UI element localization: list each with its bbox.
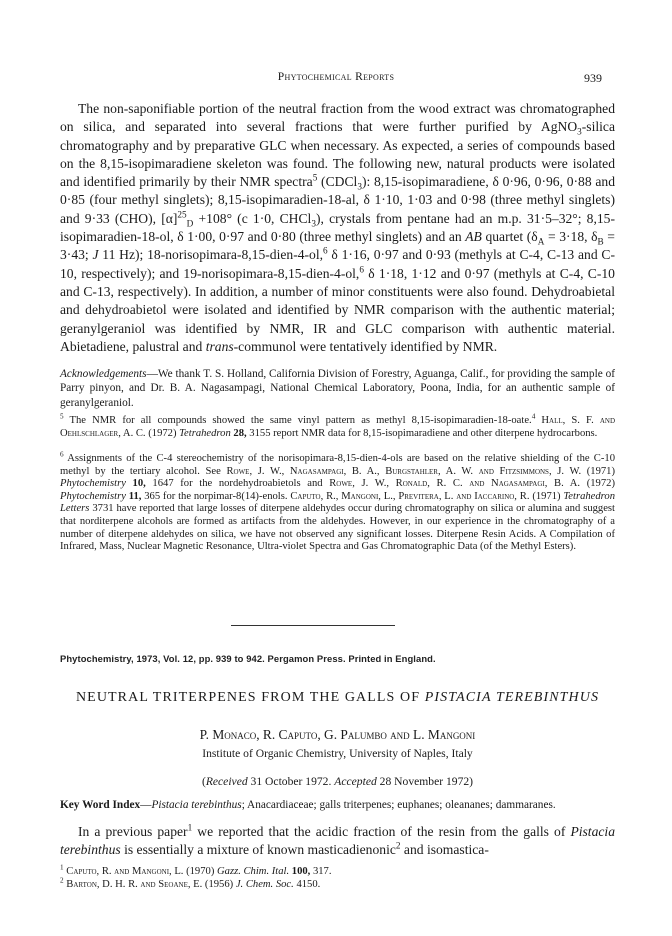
key-word-index: Key Word Index—Pistacia terebinthus; Anacardiaceae; galls triterpenes; euphanes; oleananes; dammaranes. — [60, 799, 556, 811]
references — [60, 863, 615, 891]
received-dates: (Received 31 October 1972. Accepted 28 November 1972) — [201, 775, 474, 788]
acknowledgements-label: Acknowledgements — [60, 368, 147, 380]
body-paragraph-1: The non-saponifiable portion of the neutral fraction from the wood extract was chromatographed on silica, and separated into several fractions that were further purified by AgNO$_3$-silica chromatography and by preparative GLC when necessary. As expected, a series of compounds based on the 8,15-isopimaradiene skeleton was found. The following new, natural products were isolated and identified primarily by their NMR spectra$^5$ (CDCl$_3$): 8,15-isopimaradiene, δ 0·96, 0·96, 0·88 and 0·85 (four methyl singlets); 8,15-isopimaradien-18-al, δ 1·10, 1·03 and 0·98 (three methyl singlets) and 9·33 (CHO), $[\alpha]^{25}_D +108^\circ$ (c 1·0, CHCl$_3$), crystals from pentane had an m.p. 31·5–32°; 8,15-isopimaradien-18-ol, δ 1·00, 0·97 and 0·80 (three methyl singlets) and an AB quartet ($\delta_A = 3\cdot 18$, $\delta_B = 3\cdot 43$; J 11 Hz); 18-norisopimara-8,15-dien-4-ol,$^6$ δ 1·16, 0·97 and 0·93 (methyls at C-4, C-13 and C-10, respectively); and 19-norisopimara-8,15-dien-4-ol,$^6$ δ 1·18, 1·12 and 0·97 (methyls at C-4, C-10 and C-13, respectively). In addition, a number of minor constituents were also found. Dehydroabietal and dehydroabietol were isolated and identified by NMR comparison with the authentic material; geranylgeraniol was identified by NMR, IR and GLC comparison with authentic material. Abietadiene, palustral and trans-communol were tentatively identified by NMR. — [60, 101, 615, 354]
reference-1: $^1$ Caputo, R. and Mangoni, L. (1970) Gazz. Chim. Ital. 100, 317. — [60, 863, 332, 877]
section-divider — [231, 625, 395, 626]
reference-2: $^2$ Barton, D. H. R. and Seoane, E. (1956) J. Chem. Soc. 4150. — [60, 876, 321, 890]
running-head: Phytochemical Reports — [277, 71, 395, 83]
journal-citation-line: Phytochemistry, 1973, Vol. 12, pp. 939 to 942. Pergamon Press. Printed in England. — [60, 653, 436, 664]
article-authors: P. Monaco, R. Caputo, G. Palumbo and L. Mangoni — [199, 727, 476, 742]
footnote-5: $^5$ The NMR for all compounds showed the same vinyl pattern as methyl 8,15-isopimaradien-18-oate.$^4$ Hall, S. F. and Oehlschlager, A. C. (1972) Tetrahedron 28, 3155 report NMR data for 8,15-isopimaradiene and other diterpene hydrocarbons. — [60, 412, 616, 439]
article-title: NEUTRAL TRITERPENES FROM THE GALLS OF PISTACIA TEREBINTHUS — [75, 690, 600, 705]
body-paragraph-2: In a previous paper$^1$ we reported that the acidic fraction of the resin from the galls of Pistacia terebinthus is essentially a mixture of known masticadienonic$^2$ and isomastica- — [60, 822, 615, 858]
running-header — [62, 71, 610, 87]
acknowledgements: Acknowledgements—We thank T. S. Holland, California Division of Forestry, Aguanga, Calif., for providing the sample of Parry pinyon, and Dr. B. A. Nagasampagi, National Chemical Laboratory, Poona, India, for an authentic sample of geranylgeraniol. — [60, 368, 615, 409]
author-institution: Institute of Organic Chemistry, University of Naples, Italy — [202, 747, 473, 760]
footnote-6: $^6$ Assignments of the C-4 stereochemistry of the norisopimara-8,15-dien-4-ols are based on the relative shielding of the C-10 methyl by the tertiary alcohol. See Rowe, J. W., Nagasampagi, B. A., Burgstahler, A. W. and Fitzsimmons, J. W. (1971) Phytochemistry 10, 1647 for the nordehydroabietols and Rowe, J. W., Ronald, R. C. and Nagasampagi, B. A. (1972) Phytochemistry 11, 365 for the norpimar-8(14)-enols. Caputo, R., Mangoni, L., Previtera, L. and Iaccarino, R. (1971) Tetrahedron Letters 3731 have reported that large losses of diterpene aldehydes occur during chromatography on silica or alumina and suggest that norditerpene alcohols are formed as artifacts from the aldehydes. However, in our experience in the chromatography of a number of diterpene aldehydes on silica, we have not observed any significant losses. Diterpene Resin Acids. A Compilation of Infrared, Mass, Nuclear Magnetic Resonance, Ultra-violet Spectra and Gas Chromatographic Data (of the Methyl Esters). — [60, 450, 615, 553]
page-number: 939 — [584, 71, 602, 85]
